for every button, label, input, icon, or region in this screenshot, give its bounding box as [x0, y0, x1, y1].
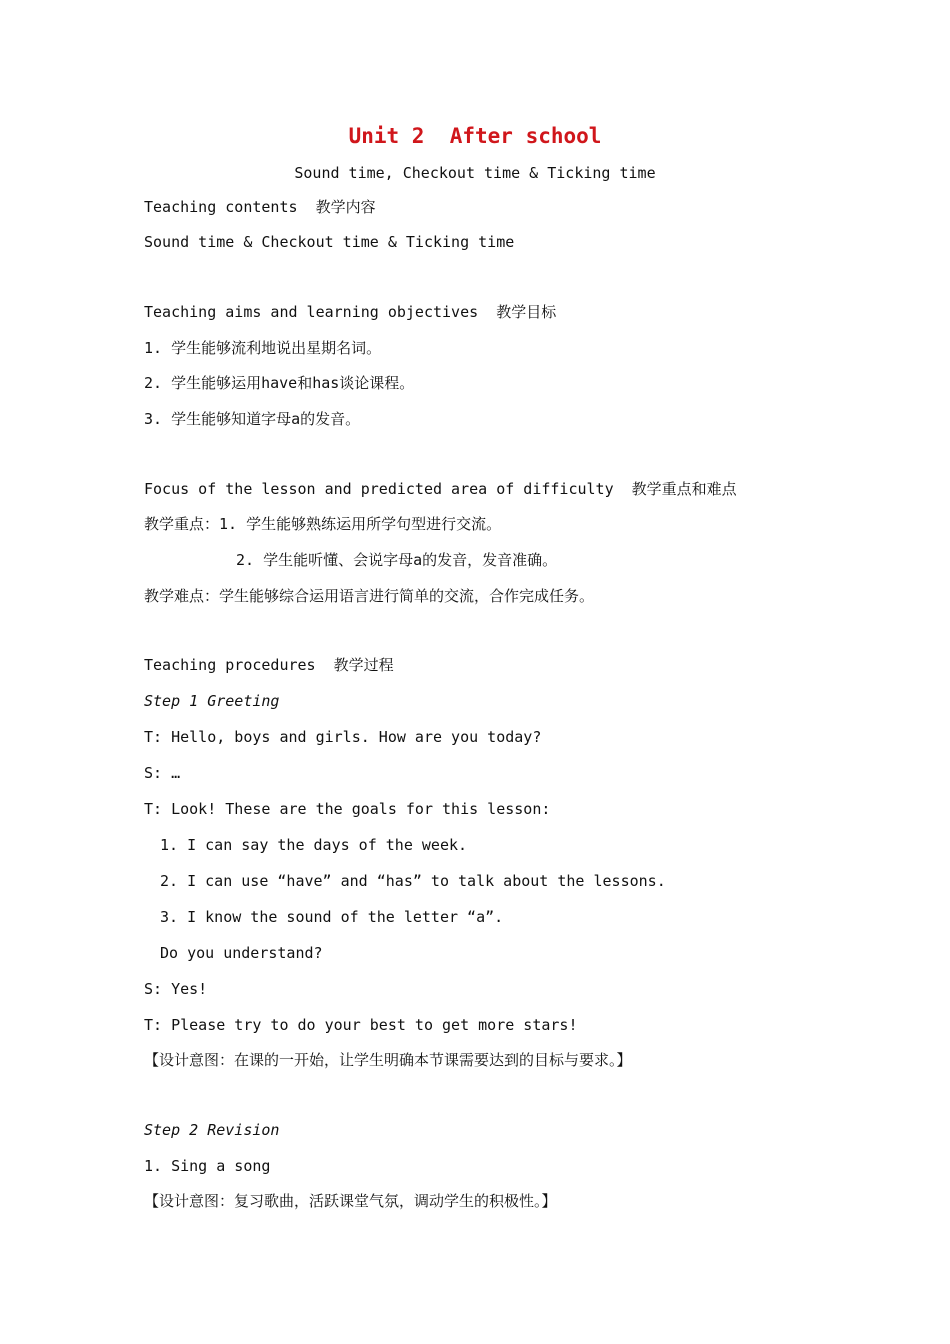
goal-item: 2. I can use “have” and “has” to talk about the lessons. [160, 872, 666, 890]
dialogue-line: T: Look! These are the goals for this lesson: [144, 800, 551, 818]
focus-point-2: 2. 学生能听懂、会说字母a的发音，发音准确。 [236, 551, 558, 569]
aim-item: 1. 学生能够流利地说出星期名词。 [144, 339, 382, 357]
dialogue-line: T: Hello, boys and girls. How are you today? [144, 728, 542, 746]
focus-heading: Focus of the lesson and predicted area of difficulty 教学重点和难点 [144, 480, 737, 498]
dialogue-line: T: Please try to do your best to get more stars! [144, 1016, 578, 1034]
procedures-heading: Teaching procedures 教学过程 [144, 656, 394, 674]
document-title: Unit 2 After school [348, 124, 602, 148]
step2-title: Step 2 Revision [144, 1121, 280, 1139]
design-intent-1: 【设计意图：在课的一开始，让学生明确本节课需要达到的目标与要求。】 [144, 1051, 632, 1069]
document-subtitle: Sound time, Checkout time & Ticking time [294, 164, 656, 182]
goal-item: 1. I can say the days of the week. [160, 836, 468, 854]
dialogue-line: S: Yes! [144, 980, 208, 998]
contents-text: Sound time & Checkout time & Ticking time [144, 233, 515, 251]
aim-item: 3. 学生能够知道字母a的发音。 [144, 410, 361, 428]
step1-title: Step 1 Greeting [144, 692, 280, 710]
step2-item: 1. Sing a song [144, 1157, 271, 1175]
understand-question: Do you understand? [160, 944, 323, 962]
difficulty-point: 教学难点：学生能够综合运用语言进行简单的交流，合作完成任务。 [144, 587, 595, 605]
aim-item: 2. 学生能够运用have和has谈论课程。 [144, 374, 415, 392]
goal-item: 3. I know the sound of the letter “a”. [160, 908, 504, 926]
design-intent-2: 【设计意图：复习歌曲，活跃课堂气氛，调动学生的积极性。】 [144, 1192, 557, 1210]
dialogue-line: S: … [144, 764, 181, 782]
aims-heading: Teaching aims and learning objectives 教学目标 [144, 303, 557, 321]
focus-point-1: 教学重点：1. 学生能够熟练运用所学句型进行交流。 [144, 515, 502, 533]
contents-heading: Teaching contents 教学内容 [144, 198, 376, 216]
